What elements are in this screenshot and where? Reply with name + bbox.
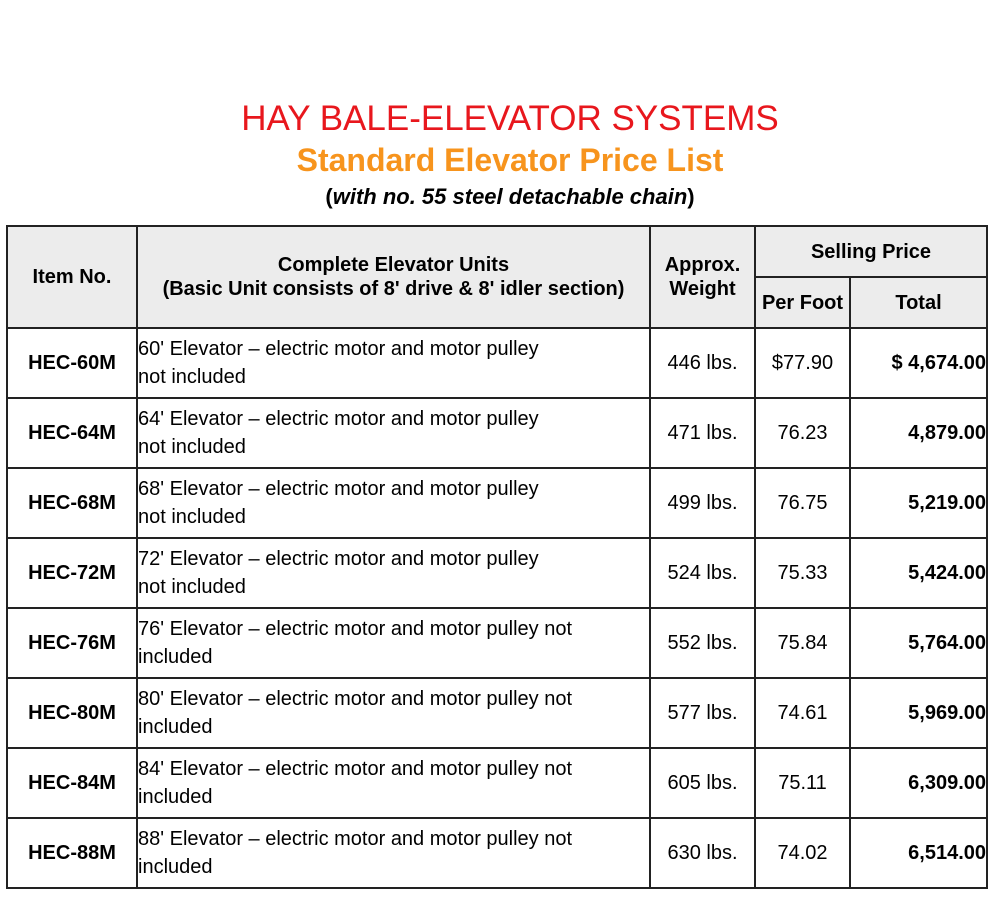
- description-line2: not included: [138, 506, 246, 528]
- item-total-price: 5,764.00: [850, 608, 987, 678]
- description-line2: not included: [138, 576, 246, 598]
- item-number: HEC-64M: [7, 398, 137, 468]
- item-price-per-foot: 75.84: [755, 608, 850, 678]
- table-row: [7, 818, 987, 888]
- item-number: HEC-76M: [7, 608, 137, 678]
- table-row: [7, 748, 987, 818]
- table-row: [7, 538, 987, 608]
- item-number: HEC-68M: [7, 468, 137, 538]
- item-price-per-foot: 76.75: [755, 468, 850, 538]
- description-line1: 84' Elevator – electric motor and motor pulley not: [138, 758, 573, 780]
- item-total-price: 5,424.00: [850, 538, 987, 608]
- header-total: Total: [850, 277, 987, 328]
- description-line1: 68' Elevator – electric motor and motor pulley: [138, 478, 539, 500]
- table-row: [7, 328, 987, 398]
- header-elevator-units: [137, 226, 650, 328]
- item-weight: 524 lbs.: [650, 538, 755, 608]
- item-price-per-foot: 74.02: [755, 818, 850, 888]
- table-row: [7, 398, 987, 468]
- table-row: [7, 678, 987, 748]
- description-line1: 72' Elevator – electric motor and motor pulley: [138, 548, 539, 570]
- page-subtitle: Standard Elevator Price List: [296, 142, 724, 178]
- item-description: [137, 398, 650, 468]
- header-per-foot: Per Foot: [755, 277, 850, 328]
- item-description: [137, 328, 650, 398]
- item-weight: 577 lbs.: [650, 678, 755, 748]
- item-price-per-foot: $77.90: [755, 328, 850, 398]
- price-table-body: [7, 328, 987, 888]
- table-row: [7, 608, 987, 678]
- description-line1: 64' Elevator – electric motor and motor pulley: [138, 408, 539, 430]
- description-line1: 60' Elevator – electric motor and motor pulley: [138, 338, 539, 360]
- page-title: HAY BALE-ELEVATOR SYSTEMS: [241, 99, 779, 138]
- item-price-per-foot: 76.23: [755, 398, 850, 468]
- item-weight: 471 lbs.: [650, 398, 755, 468]
- description-line1: 76' Elevator – electric motor and motor pulley not: [138, 618, 573, 640]
- description-line2: included: [138, 716, 213, 738]
- item-number: HEC-80M: [7, 678, 137, 748]
- description-line2: included: [138, 786, 213, 808]
- item-number: HEC-72M: [7, 538, 137, 608]
- item-number: HEC-60M: [7, 328, 137, 398]
- item-total-price: $ 4,674.00: [850, 328, 987, 398]
- header-selling-price: Selling Price: [755, 226, 987, 277]
- item-price-per-foot: 75.33: [755, 538, 850, 608]
- header-weight: [650, 226, 755, 328]
- header-item-no: Item No.: [7, 226, 137, 328]
- note-open-paren: (: [325, 184, 333, 209]
- item-weight: 605 lbs.: [650, 748, 755, 818]
- item-number: HEC-88M: [7, 818, 137, 888]
- note-close-paren: ): [687, 184, 695, 209]
- price-table-header: [7, 226, 987, 328]
- table-row: [7, 468, 987, 538]
- description-line2: included: [138, 856, 213, 878]
- item-total-price: 5,219.00: [850, 468, 987, 538]
- item-description: [137, 678, 650, 748]
- description-line2: not included: [138, 436, 246, 458]
- item-total-price: 5,969.00: [850, 678, 987, 748]
- description-line1: 88' Elevator – electric motor and motor pulley not: [138, 828, 573, 850]
- item-description: [137, 468, 650, 538]
- price-table: [6, 225, 988, 889]
- item-total-price: 6,309.00: [850, 748, 987, 818]
- item-description: [137, 818, 650, 888]
- item-price-per-foot: 74.61: [755, 678, 850, 748]
- item-weight: 552 lbs.: [650, 608, 755, 678]
- subtitle-note: [0, 182, 991, 212]
- item-weight: 630 lbs.: [650, 818, 755, 888]
- description-line2: not included: [138, 366, 246, 388]
- item-description: [137, 538, 650, 608]
- item-number: HEC-84M: [7, 748, 137, 818]
- item-description: [137, 748, 650, 818]
- item-total-price: 4,879.00: [850, 398, 987, 468]
- header-units-line1: Complete Elevator Units: [277, 254, 510, 276]
- header-weight-line1: Approx.: [664, 254, 741, 276]
- description-line2: included: [138, 646, 213, 668]
- title-block: [0, 98, 991, 212]
- note-text: with no. 55 steel detachable chain: [332, 184, 688, 209]
- item-price-per-foot: 75.11: [755, 748, 850, 818]
- item-description: [137, 608, 650, 678]
- item-total-price: 6,514.00: [850, 818, 987, 888]
- item-weight: 499 lbs.: [650, 468, 755, 538]
- header-weight-line2: Weight: [669, 278, 736, 300]
- item-weight: 446 lbs.: [650, 328, 755, 398]
- header-units-line2: (Basic Unit consists of 8' drive & 8' idler section): [162, 278, 625, 300]
- description-line1: 80' Elevator – electric motor and motor pulley not: [138, 688, 573, 710]
